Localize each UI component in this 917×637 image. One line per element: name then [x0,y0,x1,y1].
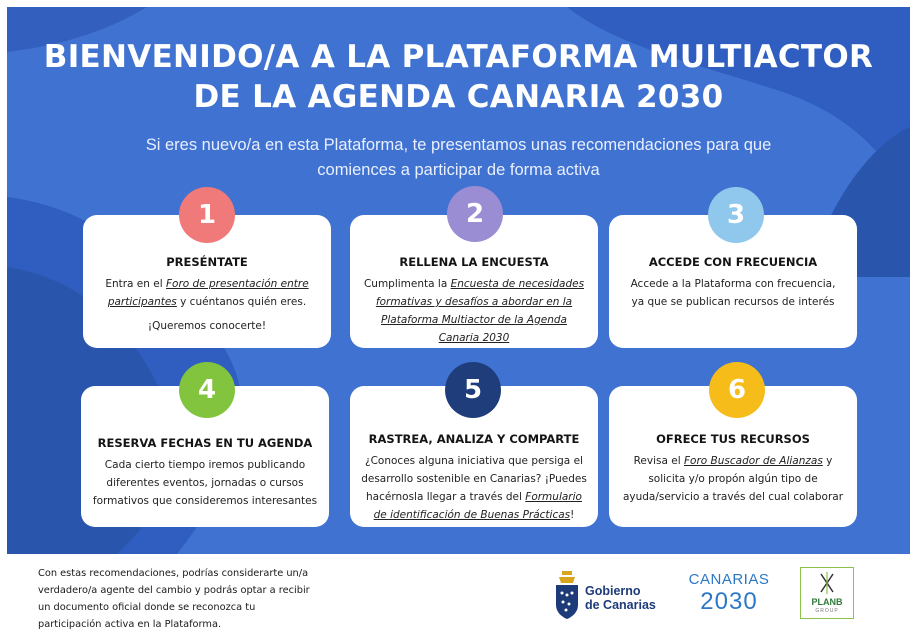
step-2-heading: RELLENA LA ENCUESTA [399,255,549,269]
subtitle-line-2: comiences a participar de forma activa [317,161,600,179]
canarias-2030-logo [688,571,770,617]
canarias-word: CANARIAS [688,571,770,588]
foro-alianzas-link[interactable]: Foro Buscador de Alianzas [684,455,823,467]
planb-word: PLANB [811,597,843,607]
step-4-text: Cada cierto tiempo iremos publicando diferentes eventos, jornadas o cursos formativos que consideremos interesantes [92,459,318,507]
step-badge-2: 2 [447,186,503,242]
step-badge-4: 4 [179,362,235,418]
encuesta-link-cont-3[interactable]: Canaria 2030 [438,332,510,344]
page-subtitle [97,133,820,183]
title-line-2: DE LA AGENDA CANARIA 2030 [193,79,724,115]
gobierno-text: Gobierno de Canarias [585,584,656,612]
step-1-text: Entra en el Foro de presentación entre participantes y cuéntanos quién eres. [105,278,309,308]
step-badge-3: 3 [708,187,764,243]
step-3-heading: ACCEDE CON FRECUENCIA [648,255,818,269]
encuesta-link-cont-2[interactable]: Plataforma Multiactor de la Agenda [381,314,567,326]
step-5-heading: RASTREA, ANALIZA Y COMPARTE [368,432,580,446]
foro-presentacion-link[interactable]: Foro de presentación entre [165,278,309,290]
formulario-link-cont[interactable]: de identificación de Buenas Prácticas [373,509,571,521]
page-title [7,37,910,117]
subtitle-line-1: Si eres nuevo/a en esta Plataforma, te presentamos unas recomendaciones para que [145,136,772,154]
step-6-text: Revisa el Foro Buscador de Alianzas y solicita y/o propón algún tipo de ayuda/servicio a través del cual colaborar [622,455,844,503]
step-1-cta: ¡Queremos conocerte! [147,320,267,332]
step-5-text: ¿Conoces alguna iniciativa que persiga el desarrollo sostenible en Canarias? ¡Puedes hacérnosla llegar a través del Formulario de identificación de Buenas Prácticas! [361,455,587,521]
gobierno-canarias-logo [553,570,665,622]
step-badge-6: 6 [709,362,765,418]
encuesta-link-cont-1[interactable]: formativas y desafíos a abordar en la [375,296,573,308]
title-line-1: BIENVENIDO/A A LA PLATAFORMA MULTIACTOR [43,39,874,75]
foro-presentacion-link-cont[interactable]: participantes [107,296,177,308]
step-1-heading: PRESÉNTATE [166,255,248,269]
step-badge-5: 5 [445,362,501,418]
step-3-text: Accede a la Plataforma con frecuencia, ya que se publican recursos de interés [630,278,836,308]
hero-banner [7,7,910,554]
step-6-heading: OFRECE TUS RECURSOS [656,432,810,446]
coat-of-arms-icon [553,571,581,621]
planb-logo [800,567,854,619]
footer-note: Con estas recomendaciones, podrías considerarte un/a verdadero/a agente del cambio y podrás optar a recibir un documento oficial donde se reconozca tu participación activa en la Plataforma. [38,568,310,630]
planb-sub: GROUP [815,608,839,614]
planb-mark-icon [801,568,853,598]
canarias-year: 2030 [700,588,758,615]
encuesta-link[interactable]: Encuesta de necesidades [450,278,585,290]
formulario-link[interactable]: Formulario [525,491,582,503]
step-2-text: Cumplimenta la Encuesta de necesidades formativas y desafíos a abordar en la Plataforma Multiactor de la Agenda Canaria 2030 [363,278,585,344]
step-badge-1: 1 [179,187,235,243]
step-4-heading: RESERVA FECHAS EN TU AGENDA [97,436,313,450]
